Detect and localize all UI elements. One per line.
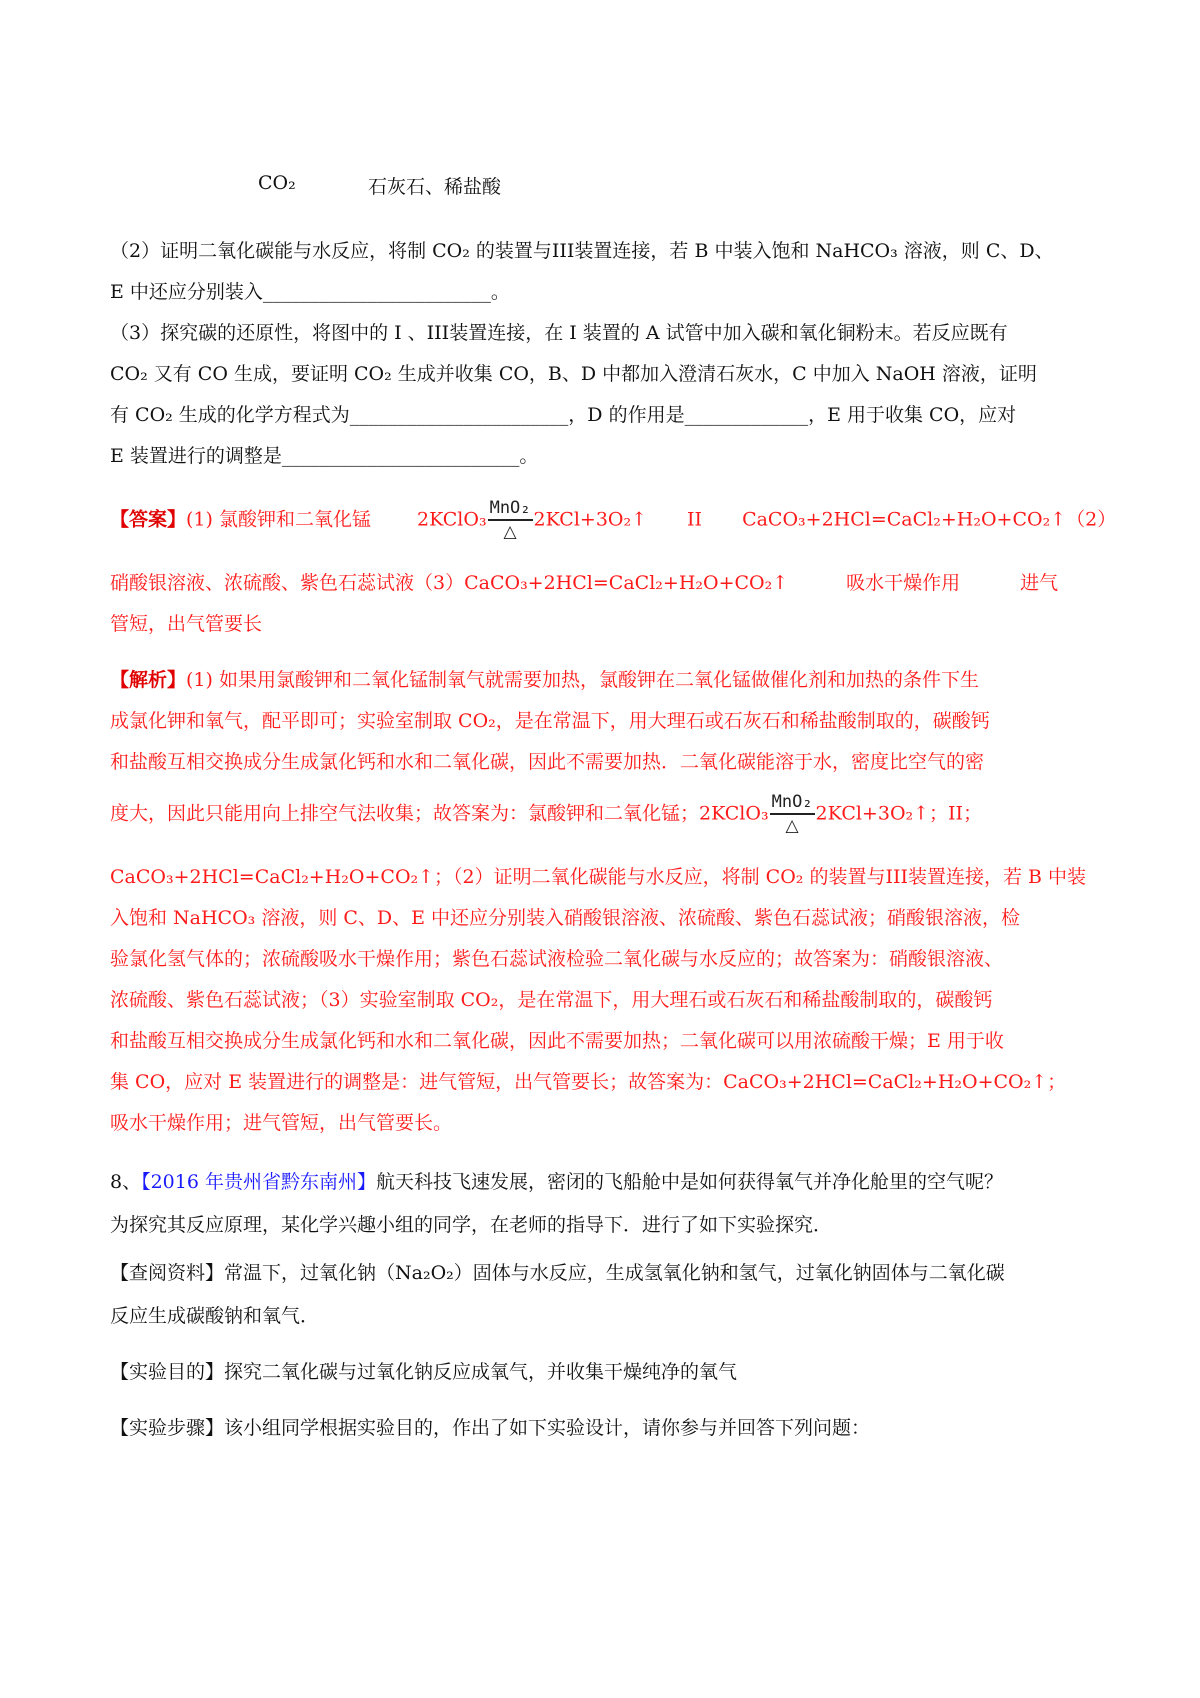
- table-cell-gas: CO₂: [258, 172, 296, 194]
- answer-tag: 【答案】: [110, 508, 187, 531]
- answer-equation-2: CaCO₃+2HCl=CaCl₂+H₂O+CO₂↑（2）: [742, 508, 1117, 531]
- question-3-line-3: 有 CO₂ 生成的化学方程式为_______________________，D 的作用是_____________，E 用于收集 CO，应对: [110, 404, 1017, 426]
- analysis-line-3: 和盐酸互相交换成分生成氯化钙和水和二氧化碳，因此不需要加热．二氧化碳能溶于水，密度比空气的密: [110, 751, 985, 773]
- analysis-heat-symbol: △: [785, 816, 799, 836]
- analysis-line-4b: 2KCl+3O₂↑；II；: [815, 802, 983, 825]
- answer-line-2: [110, 568, 1100, 595]
- heat-symbol: △: [503, 522, 517, 542]
- question-8-line-5: 【实验目的】探究二氧化碳与过氧化钠反应成氧气，并收集干燥纯净的氧气: [110, 1361, 738, 1383]
- analysis-line-8: 浓硫酸、紫色石蕊试液；（3）实验室制取 CO₂，是在常温下，用大理石或石灰石和稀盐酸制取的，碳酸钙: [110, 989, 993, 1011]
- question-8-intro: 航天科技飞速发展，密闭的飞船舱中是如何获得氧气并净化舱里的空气呢？: [376, 1171, 1004, 1193]
- analysis-catalyst-label: MnO₂: [770, 794, 815, 815]
- answer-equation-right: 2KCl+3O₂↑: [533, 508, 648, 531]
- analysis-line-2: 成氯化钾和氧气，配平即可；实验室制取 CO₂，是在常温下，用大理石或石灰石和稀盐酸制取的，碳酸钙: [110, 710, 990, 732]
- catalyst-heat-fraction: [488, 500, 533, 541]
- question-2-line-1: （2）证明二氧化碳能与水反应，将制 CO₂ 的装置与III装置连接，若 B 中装入饱和 NaHCO₃ 溶液，则 C、D、: [110, 240, 1054, 262]
- analysis-line-4a: 度大，因此只能用向上排空气法收集；故答案为：氯酸钾和二氧化锰；2KClO₃: [110, 802, 769, 825]
- catalyst-label: MnO₂: [488, 500, 533, 521]
- answer-part-1: (1) 氯酸钾和二氧化锰: [186, 508, 371, 531]
- analysis-catalyst-heat-fraction: [770, 794, 815, 835]
- answer-line-2a: 硝酸银溶液、浓硫酸、紫色石蕊试液（3）CaCO₃+2HCl=CaCl₂+H₂O+CO₂↑: [110, 572, 789, 594]
- answer-line-3: 管短，出气管要长: [110, 613, 263, 635]
- question-2-line-2: E 中还应分别装入________________________。: [110, 281, 510, 303]
- question-3-line-2: CO₂ 又有 CO 生成，要证明 CO₂ 生成并收集 CO，B、D 中都加入澄清石灰水，C 中加入 NaOH 溶液，证明: [110, 363, 1037, 385]
- question-8-line-2: 为探究其反应原理，某化学兴趣小组的同学，在老师的指导下．进行了如下实验探究．: [110, 1214, 833, 1236]
- table-cell-reagents: 石灰石、稀盐酸: [368, 176, 502, 198]
- answer-line-2c: 进气: [1020, 572, 1059, 594]
- question-8-source: 【2016 年贵州省黔东南州】: [141, 1171, 376, 1193]
- analysis-line-7: 验氯化氢气体的；浓硫酸吸水干燥作用；紫色石蕊试液检验二氧化碳与水反应的；故答案为：硝酸银溶液、: [110, 948, 1004, 970]
- question-8-line-6: 【实验步骤】该小组同学根据实验目的，作出了如下实验设计，请你参与并回答下列问题：: [110, 1417, 871, 1439]
- analysis-line-11: 吸水干燥作用；进气管短，出气管要长。: [110, 1112, 453, 1134]
- question-3-line-1: （3）探究碳的还原性，将图中的 I 、III装置连接，在 I 装置的 A 试管中加入碳和氧化铜粉末。若反应既有: [110, 322, 1008, 344]
- analysis-line-4: [110, 794, 1100, 835]
- analysis-line-5: CaCO₃+2HCl=CaCl₂+H₂O+CO₂↑；（2）证明二氧化碳能与水反应，将制 CO₂ 的装置与III装置连接，若 B 中装: [110, 866, 1087, 888]
- analysis-line-1: [110, 665, 1100, 692]
- answer-equation-left: 2KClO₃: [416, 508, 487, 531]
- question-8-line-3: 【查阅资料】常温下，过氧化钠（Na₂O₂）固体与水反应，生成氢氧化钠和氢气，过氧化钠固体与二氧化碳: [110, 1262, 1005, 1284]
- answer-roman-numeral: II: [687, 508, 703, 531]
- analysis-tag: 【解析】: [110, 669, 187, 691]
- answer-line-2b: 吸水干燥作用: [846, 572, 961, 594]
- answer-line-1: [110, 498, 1117, 542]
- analysis-line-9: 和盐酸互相交换成分生成氯化钙和水和二氧化碳，因此不需要加热；二氧化碳可以用浓硫酸干燥；E 用于收: [110, 1030, 1004, 1052]
- question-8-number: 8、: [110, 1171, 142, 1193]
- question-8-line-1: [110, 1167, 1100, 1194]
- question-8-line-4: 反应生成碳酸钠和氧气．: [110, 1305, 320, 1327]
- analysis-line-10: 集 CO，应对 E 装置进行的调整是：进气管短，出气管要长；故答案为：CaCO₃+2HCl=CaCl₂+H₂O+CO₂↑；: [110, 1071, 1067, 1093]
- question-3-line-4: E 装置进行的调整是_________________________。: [110, 445, 539, 467]
- analysis-line-6: 入饱和 NaHCO₃ 溶液，则 C、D、E 中还应分别装入硝酸银溶液、浓硫酸、紫色石蕊试液；硝酸银溶液，检: [110, 907, 1021, 929]
- analysis-line-1-text: (1) 如果用氯酸钾和二氧化锰制氧气就需要加热，氯酸钾在二氧化锰做催化剂和加热的条件下生: [186, 669, 979, 691]
